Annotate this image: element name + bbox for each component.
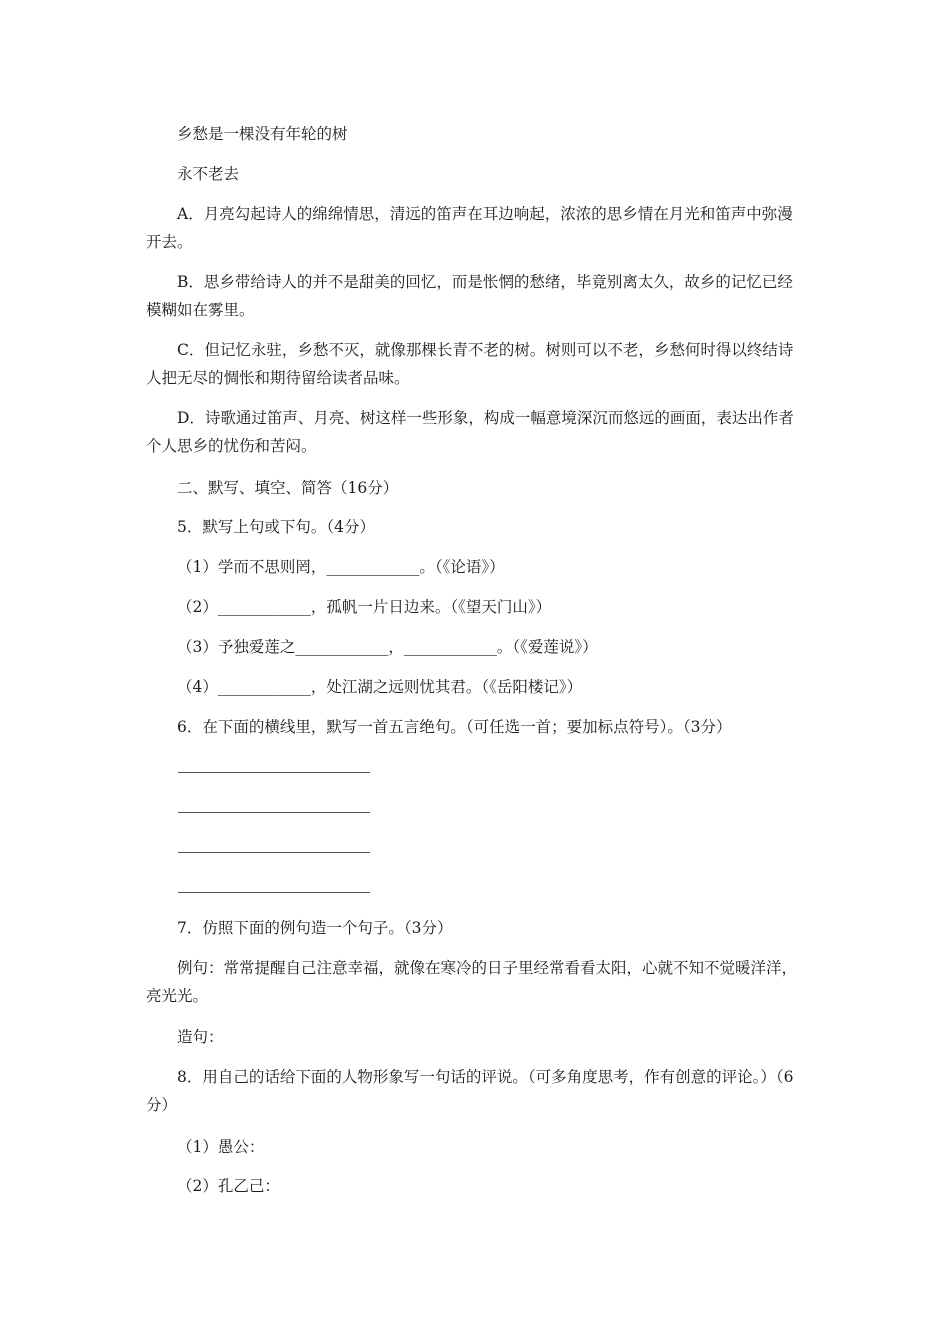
q8-item-2: （2）孔乙己： [177, 1177, 280, 1195]
answer-line-3[interactable] [178, 852, 370, 853]
q7-answer-label: 造句： [177, 1028, 224, 1046]
q5-item-2: （2）____________，孤帆一片日边来。（《望天门山》） [177, 598, 552, 616]
q5-item-1: （1）学而不思则罔，____________。（《论语》） [177, 558, 505, 576]
poem-line-2: 永不老去 [177, 165, 240, 183]
option-c: C．但记忆永驻，乡愁不灭，就像那棵长青不老的树。树则可以不老，乡愁何时得以终结诗人把无尽的惆怅和期待留给读者品味。 [146, 341, 794, 387]
q5-title: 5．默写上句或下句。（4分） [177, 518, 375, 536]
q6-title: 6．在下面的横线里，默写一首五言绝句。（可任选一首；要加标点符号）。（3分） [177, 718, 732, 736]
q5-item-4: （4）____________，处江湖之远则忧其君。（《岳阳楼记》） [177, 678, 583, 696]
q7-title: 7．仿照下面的例句造一个句子。（3分） [177, 919, 453, 937]
answer-line-4[interactable] [178, 892, 370, 893]
q5-item-3: （3）予独爱莲之____________，____________。（《爱莲说》） [177, 638, 598, 656]
option-b: B．思乡带给诗人的并不是甜美的回忆，而是怅惘的愁绪，毕竟别离太久，故乡的记忆已经模糊如在雾里。 [146, 273, 793, 319]
poem-line-1: 乡愁是一棵没有年轮的树 [177, 125, 348, 143]
answer-line-2[interactable] [178, 812, 370, 813]
option-a: A．月亮勾起诗人的绵绵情思，清远的笛声在耳边响起，浓浓的思乡情在月光和笛声中弥漫开去。 [146, 205, 793, 251]
q7-example: 例句：常常提醒自己注意幸福，就像在寒冷的日子里经常看看太阳，心就不知不觉暖洋洋，亮光光。 [146, 959, 798, 1005]
answer-line-1[interactable] [178, 772, 370, 773]
section-heading: 二、默写、填空、简答（16分） [177, 479, 399, 497]
q8-item-1: （1）愚公： [177, 1138, 265, 1156]
option-d: D．诗歌通过笛声、月亮、树这样一些形象，构成一幅意境深沉而悠远的画面，表达出作者个人思乡的忧伤和苦闷。 [146, 409, 794, 455]
q8-title: 8．用自己的话给下面的人物形象写一句话的评说。（可多角度思考，作有创意的评论。）（6分） [146, 1068, 794, 1114]
